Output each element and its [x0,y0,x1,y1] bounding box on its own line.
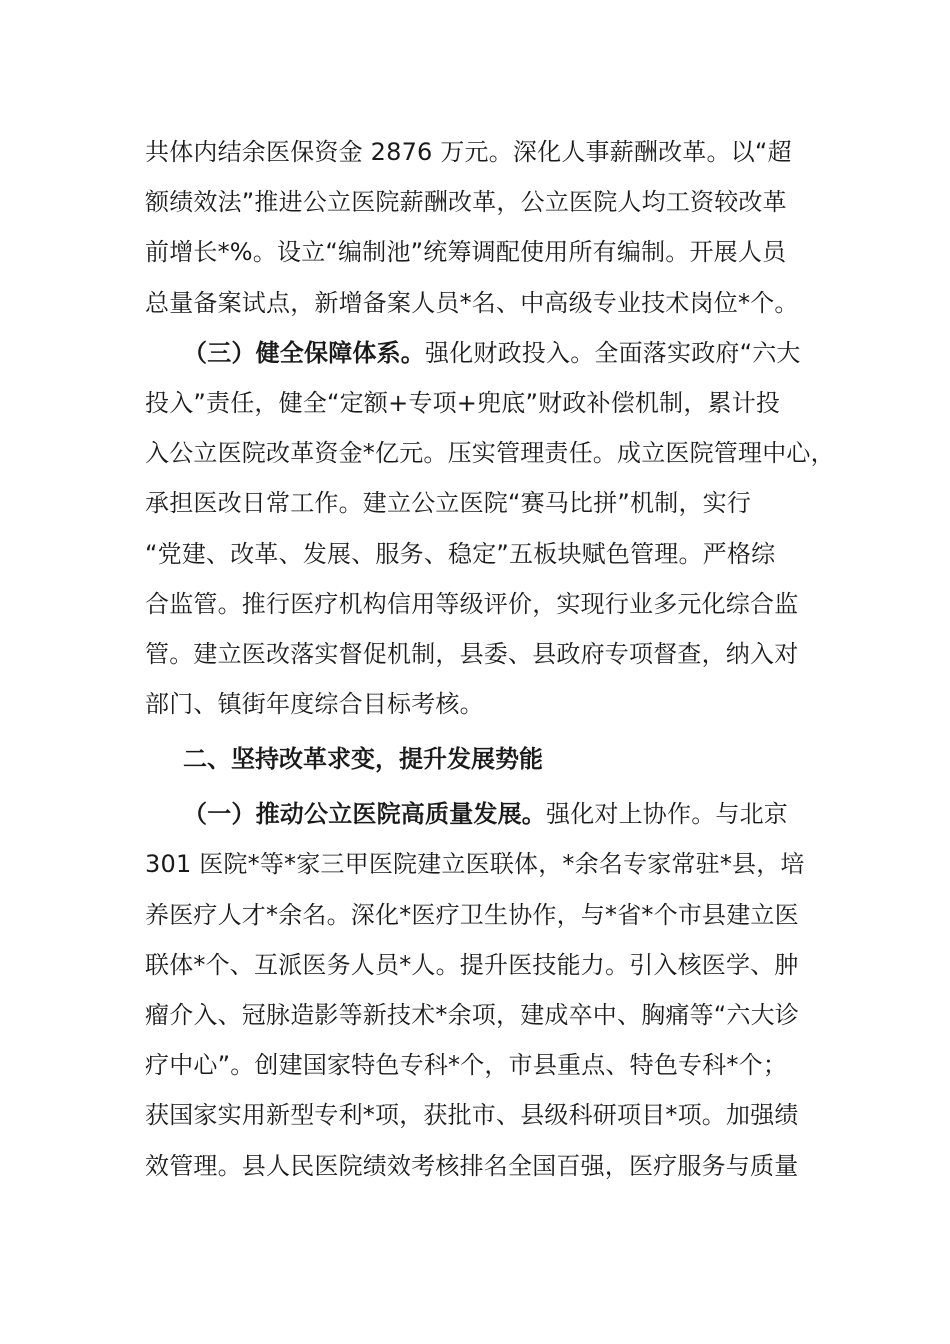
text-line: 部门、镇街年度综合目标考核。 [145,690,484,719]
document-body [145,127,835,1191]
text-line: 合监管。推行医疗机构信用等级评价，实现行业多元化综合监 [145,589,799,618]
text-line: 总量备案试点，新增备案人员*名、中高级专业技术岗位*个。 [145,288,799,317]
text-line: 301 医院*等*家三甲医院建立医联体，*余名专家常驻*县，培 [145,850,805,879]
text-line-first [145,328,810,378]
text-line: 效管理。县人民医院绩效考核排名全国百强，医疗服务与质量 [145,1151,799,1180]
text-line: 前增长*%。设立“编制池”统筹调配使用所有编制。开展人员 [145,238,787,267]
text-line: 入公立医院改革资金*亿元。压实管理责任。成立医院管理中心， [145,439,835,468]
text-run: 强化对上协作。与北京 [546,800,788,829]
text-line-first [145,789,810,839]
section-heading: 二、坚持改革求变，提升发展势能 [183,745,543,774]
text-line: 联体*个、互派医务人员*人。提升医技能力。引入核医学、肿 [145,950,799,979]
paragraph-3 [145,789,810,1191]
text-run: 强化财政投入。全面落实政府“六大 [425,338,801,367]
text-line: “党建、改革、发展、服务、稳定”五板块赋色管理。严格综 [145,539,776,568]
subsection-title: （三）健全保障体系。 [183,338,425,367]
subsection-title: （一）推动公立医院高质量发展。 [183,800,546,829]
text-line: 额绩效法”推进公立医院薪酬改革，公立医院人均工资较改革 [145,188,787,217]
text-line: 疗中心”。创建国家特色专科*个，市县重点、特色专科*个； [145,1051,788,1080]
paragraph-1 [145,127,810,328]
text-line: 投入”责任，健全“定额+专项+兜底”财政补偿机制，累计投 [145,388,781,417]
text-line: 瘤介入、冠脉造影等新技术*余项，建成卒中、胸痛等“六大诊 [145,1001,800,1029]
text-line: 获国家实用新型专利*项，获批市、县级科研项目*项。加强绩 [145,1101,799,1130]
text-line: 养医疗人才*余名。深化*医疗卫生协作，与*省*个市县建立医 [145,900,799,929]
paragraph-2 [145,328,835,730]
text-line: 管。建立医改落实督促机制，县委、县政府专项督查，纳入对 [145,639,799,668]
text-line: 共体内结余医保资金 2876 万元。深化人事薪酬改革。以“超 [145,138,792,166]
text-line: 承担医改日常工作。建立公立医院“赛马比拼”机制，实行 [145,489,752,518]
